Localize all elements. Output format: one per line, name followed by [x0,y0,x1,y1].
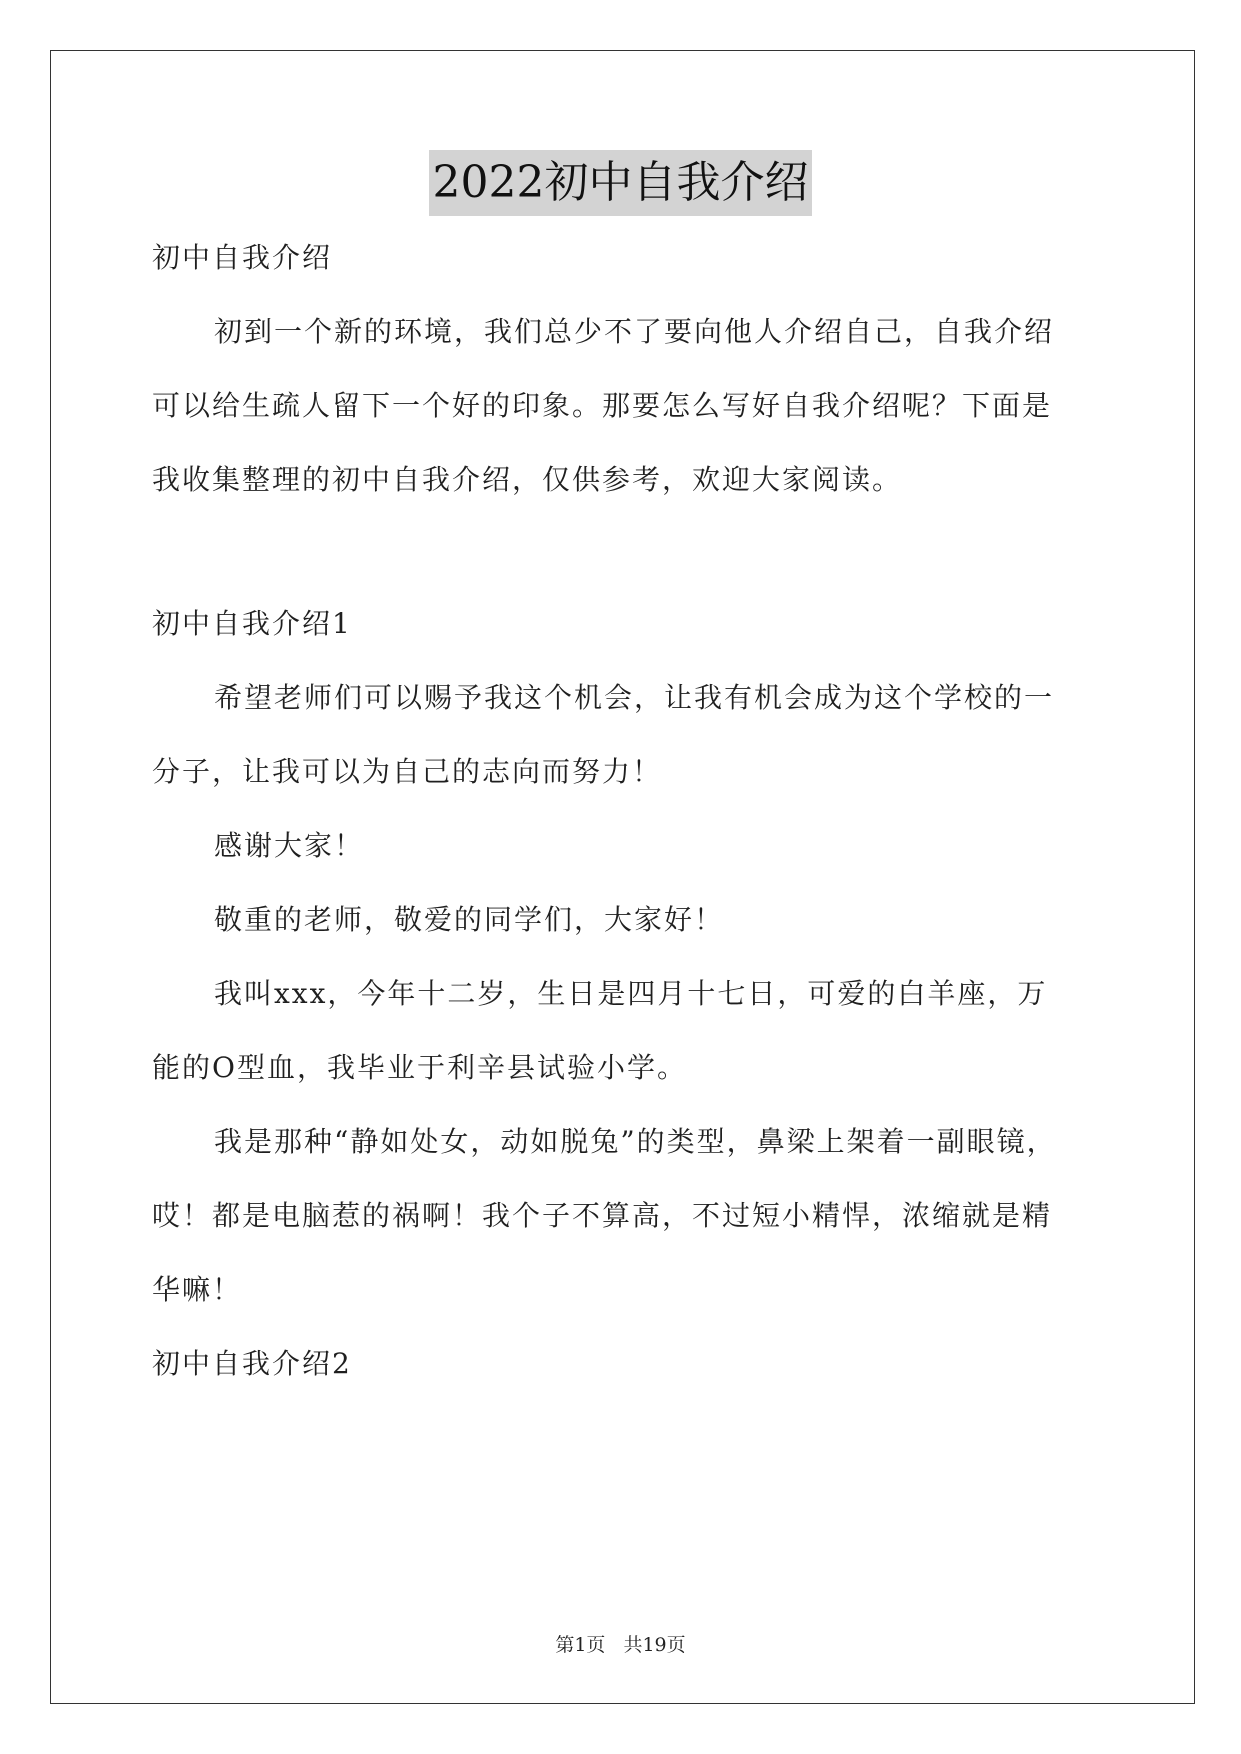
section-heading-main: 初中自我介绍 [152,241,333,274]
page-frame [50,50,1195,1704]
paragraph-5-line-1: 我是那种“静如处女，动如脱兔”的类型，鼻梁上架着一副眼镜， [214,1125,1057,1158]
title-container [0,150,1241,216]
section-heading-2: 初中自我介绍2 [152,1347,352,1380]
intro-paragraph-line-2: 可以给生疏人留下一个好的印象。那要怎么写好自我介绍呢？下面是 [152,389,1053,422]
page-footer [0,1632,1241,1658]
section-heading-1: 初中自我介绍1 [152,607,352,640]
paragraph-2: 感谢大家！ [214,829,365,862]
document-title: 2022初中自我介绍 [429,150,813,216]
paragraph-1-line-2: 分子，让我可以为自己的志向而努力！ [152,755,663,788]
paragraph-5-line-3: 华嘛！ [152,1273,243,1306]
page-number-current: 第1页 [555,1634,606,1656]
intro-paragraph-line-3: 我收集整理的初中自我介绍，仅供参考，欢迎大家阅读。 [152,463,903,496]
paragraph-4-line-1: 我叫xxx，今年十二岁，生日是四月十七日，可爱的白羊座，万 [214,977,1048,1010]
paragraph-1-line-1: 希望老师们可以赐予我这个机会，让我有机会成为这个学校的一 [214,681,1055,714]
paragraph-4-line-2: 能的O型血，我毕业于利辛县试验小学。 [152,1051,687,1084]
paragraph-3: 敬重的老师，敬爱的同学们，大家好！ [214,903,725,936]
intro-paragraph-line-1: 初到一个新的环境，我们总少不了要向他人介绍自己，自我介绍 [214,315,1055,348]
paragraph-5-line-2: 哎！都是电脑惹的祸啊！我个子不算高，不过短小精悍，浓缩就是精 [152,1199,1053,1232]
page-number-total: 共19页 [623,1634,686,1656]
